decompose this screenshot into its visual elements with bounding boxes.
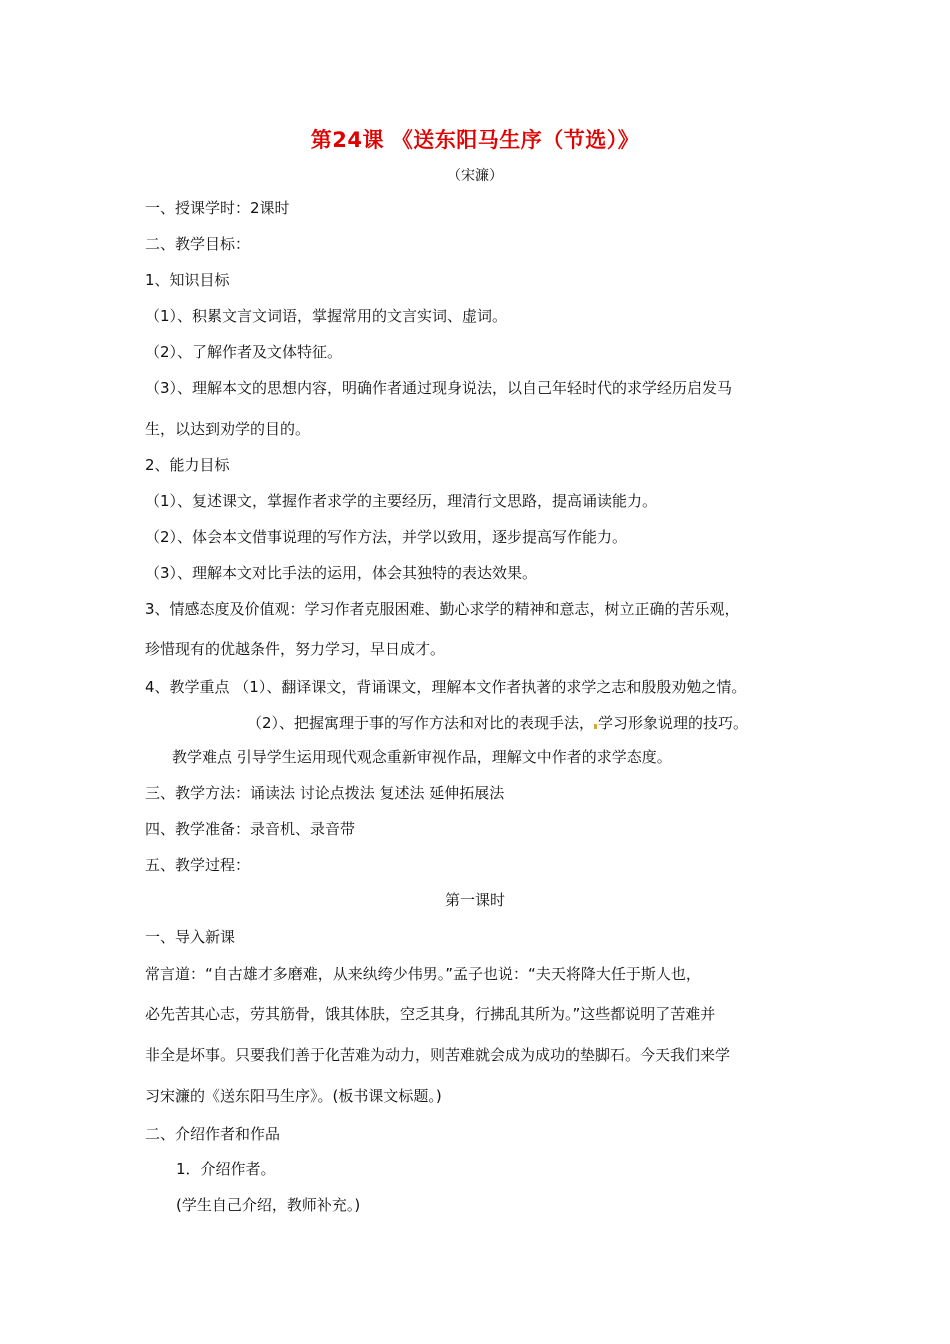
text-line: 四、教学准备：录音机、录音带 xyxy=(145,820,356,838)
text-line: （1）、复述课文，掌握作者求学的主要经历，理清行文思路，提高诵读能力。 xyxy=(145,492,658,510)
text-line: 1．介绍作者。 xyxy=(176,1160,276,1178)
text-line: 五、教学过程： xyxy=(145,856,251,874)
text-line: 一、授课学时：2课时 xyxy=(145,199,290,217)
lesson-title: 第24课 《送东阳马生序（节选）》 xyxy=(310,128,640,152)
text-segment: （2）、把握寓理于事的写作方法和对比的表现手法， xyxy=(247,714,595,732)
section-heading: 第一课时 xyxy=(444,891,505,909)
text-line: 常言道：“自古雄才多磨难，从来纨绔少伟男。”孟子也说：“夫天将降大任于斯人也， xyxy=(145,965,701,983)
ink-mark xyxy=(594,724,597,729)
text-line: （1）、积累文言文词语，掌握常用的文言实词、虚词。 xyxy=(145,307,508,325)
author-line: （宋濂） xyxy=(447,168,503,184)
text-line: （3）、理解本文对比手法的运用，体会其独特的表达效果。 xyxy=(145,564,538,582)
text-line: （2）、了解作者及文体特征。 xyxy=(145,343,343,361)
text-line: 一、导入新课 xyxy=(145,928,236,946)
text-line: 2、能力目标 xyxy=(145,456,230,474)
text-line xyxy=(247,713,748,733)
text-line: 习宋濂的《送东阳马生序》。(板书课文标题。) xyxy=(145,1087,442,1105)
text-line: 4、教学重点 （1）、翻译课文，背诵课文，理解本文作者执著的求学之志和殷殷劝勉之情。 xyxy=(145,678,747,696)
text-line: (学生自己介绍，教师补充。) xyxy=(176,1196,361,1214)
text-line: 珍惜现有的优越条件，努力学习，早日成才。 xyxy=(145,640,446,658)
text-line: 二、介绍作者和作品 xyxy=(145,1125,281,1143)
text-line: 非全是坏事。只要我们善于化苦难为动力，则苦难就会成为成功的垫脚石。今天我们来学 xyxy=(145,1046,731,1064)
text-line: 3、情感态度及价值观：学习作者克服困难、勤心求学的精神和意志，树立正确的苦乐观， xyxy=(145,600,740,618)
text-line: 必先苦其心志，劳其筋骨，饿其体肤，空乏其身，行拂乱其所为。”这些都说明了苦难并 xyxy=(145,1005,716,1023)
text-line: （3）、理解本文的思想内容，明确作者通过现身说法，以自己年轻时代的求学经历启发马 xyxy=(145,379,733,397)
text-segment: 学习形象说理的技巧。 xyxy=(598,714,749,732)
text-line: 二、教学目标： xyxy=(145,235,251,253)
text-line: 1、知识目标 xyxy=(145,271,230,289)
text-line: 教学难点 引导学生运用现代观念重新审视作品，理解文中作者的求学态度。 xyxy=(172,748,672,766)
text-line: （2）、体会本文借事说理的写作方法，并学以致用，逐步提高写作能力。 xyxy=(145,528,628,546)
text-line: 三、教学方法：诵读法 讨论点拨法 复述法 延伸拓展法 xyxy=(145,784,505,802)
text-line: 生，以达到劝学的目的。 xyxy=(145,420,311,438)
